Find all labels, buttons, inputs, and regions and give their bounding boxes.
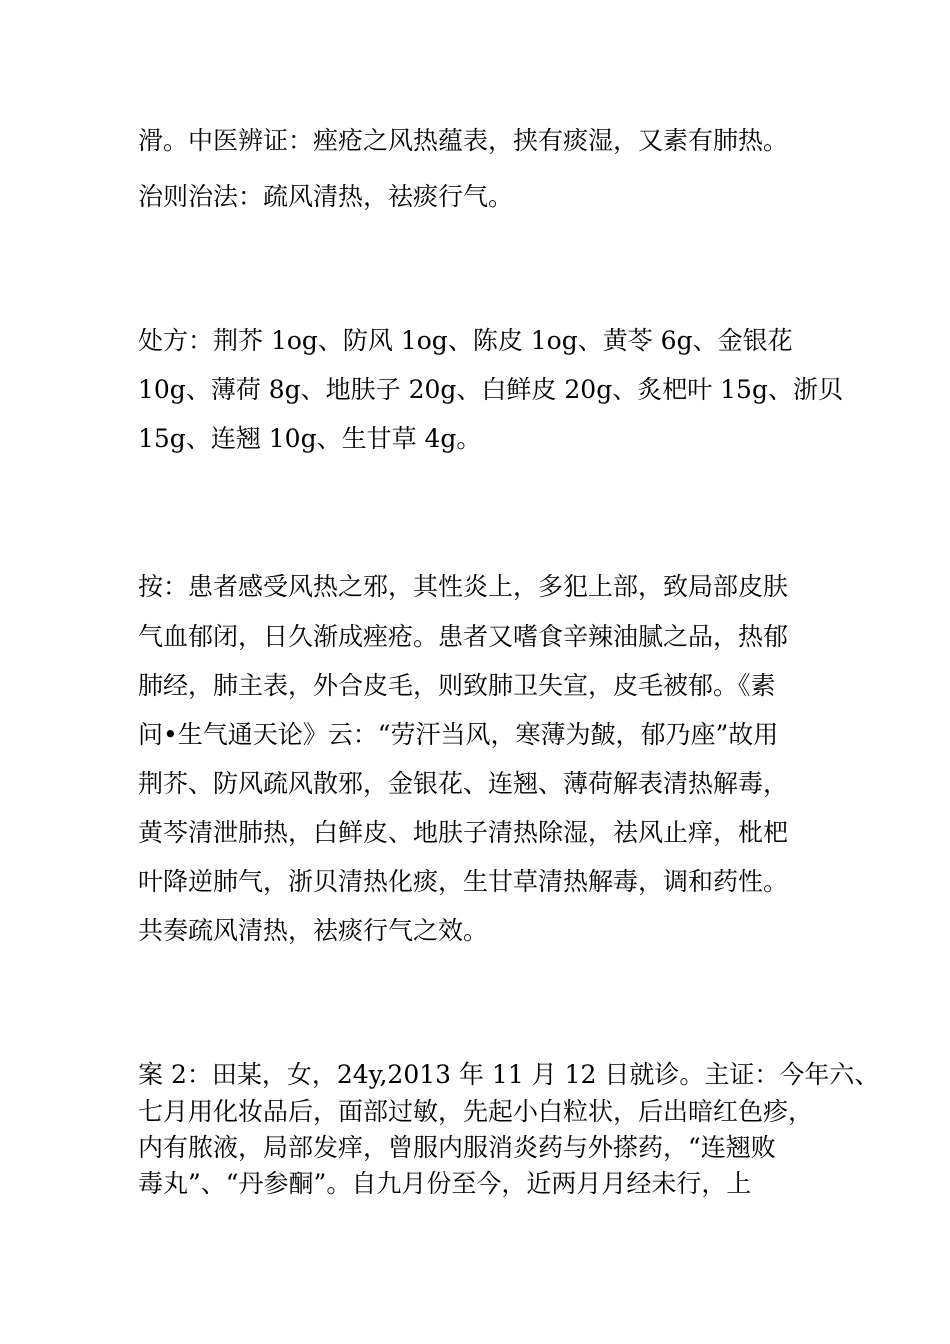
paragraph-3-line-1: 按：患者感受风热之邪，其性炎上，多犯上部，致局部皮肤 (138, 572, 789, 601)
paragraph-3-line-4: 问•生气通天论》云：“劳汗当风，寒薄为皶，郁乃座”故用 (138, 720, 779, 749)
paragraph-3-line-7: 叶降逆肺气，浙贝清热化痰，生甘草清热解毒，调和药性。 (138, 867, 789, 896)
paragraph-4-line-3: 内有脓液，局部发痒，曾服内服消炎药与外搽药，“连翘败 (138, 1133, 776, 1162)
paragraph-3-line-2: 气血郁闭，日久渐成痤疮。患者又嗜食辛辣油腻之品，热郁 (138, 622, 789, 651)
paragraph-1-line-2: 治则治法：疏风清热，祛痰行气。 (138, 182, 514, 211)
paragraph-3-line-6: 黄芩清泄肺热，白鲜皮、地肤子清热除湿，祛风止痒，枇杷 (138, 818, 789, 847)
paragraph-3-line-5: 荆芥、防风疏风散邪，金银花、连翘、薄荷解表清热解毒， (138, 769, 789, 798)
paragraph-3-line-8: 共奏疏风清热，祛痰行气之效。 (138, 916, 489, 945)
paragraph-2-line-2: 10g、薄荷 8g、地肤子 20g、白鲜皮 20g、炙杷叶 15g、浙贝 (138, 375, 843, 404)
paragraph-3-line-3: 肺经，肺主表，外合皮毛，则致肺卫失宣，皮毛被郁。《素 (138, 671, 776, 700)
paragraph-2-line-3: 15g、连翘 10g、生甘草 4g。 (138, 424, 482, 453)
paragraph-1-line-1: 滑。中医辨证：痤疮之风热蕴表，挟有痰湿，又素有肺热。 (138, 126, 789, 155)
paragraph-4-line-4: 毒丸”、“丹参酮”。自九月份至今，近两月月经未行，上 (138, 1169, 752, 1198)
paragraph-4-line-1: 案 2：田某，女，24y,2013 年 11 月 12 日就诊。主证：今年六、 (138, 1060, 880, 1089)
paragraph-2-line-1: 处方：荆芥 1og、防风 1og、陈皮 1og、黄苓 6g、金银花 (138, 326, 793, 355)
paragraph-4-line-2: 七月用化妆品后，面部过敏，先起小白粒状，后出暗红色疹， (138, 1097, 814, 1126)
